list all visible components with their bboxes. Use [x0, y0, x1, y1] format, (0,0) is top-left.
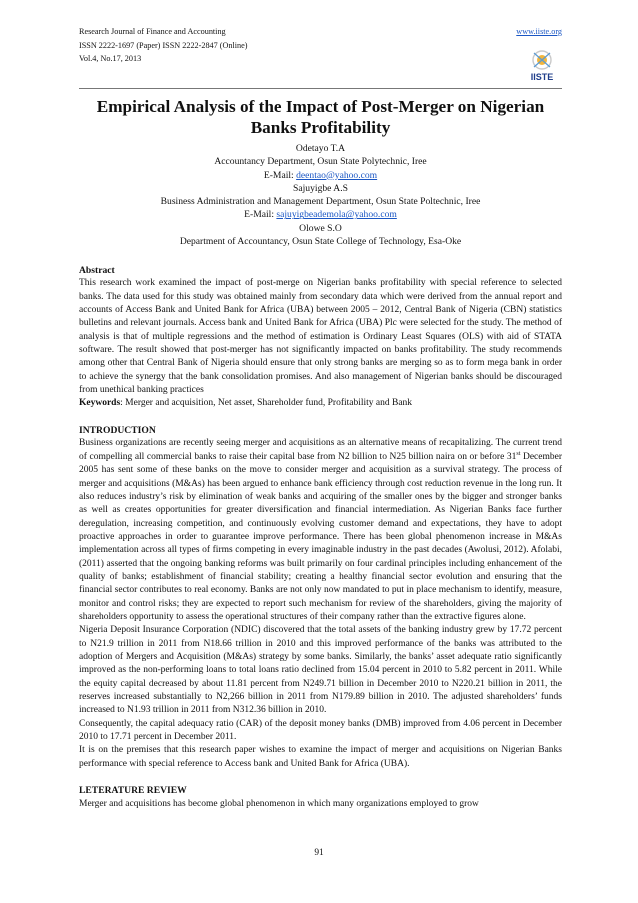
- keywords-label: Keywords: [79, 398, 121, 409]
- abstract-heading: Abstract: [79, 265, 115, 276]
- running-header: [79, 25, 562, 66]
- author-affiliation: Department of Accountancy, Osun State College of Technology, Esa-Oke: [179, 236, 462, 248]
- author-email-link[interactable]: sajuyigbeademola@yahoo.com: [276, 209, 397, 221]
- paper-body: [79, 264, 562, 811]
- literature-paragraph: Merger and acquisitions has become global phenomenon in which many organizations employed to grow: [79, 798, 479, 809]
- author-name: Olowe S.O: [299, 222, 342, 234]
- iiste-logo: [522, 47, 562, 83]
- author-name: Sajuyigbe A.S: [293, 182, 348, 194]
- introduction-paragraph: Business organizations are recently seeing merger and acquisitions as an alternative means of recapitalizing. The current trend of compelling all commercial banks to raise their capital base from N2 billion to N25 billion naira on or before 31st December 2005 has sent some of these banks on the move to consider merger and acquisition as a survival strategy. The process of merger and acquisitions (M&As) has been argued to enhance bank efficiency through cost reduction revenue in the long run. It also reduces industry’s risk by elimination of weak banks and acquiring of the smaller ones by the bigger and stronger banks as well as creates opportunities for greater diversification and financial intermediation. As Nigerian Banks face further deregulation, increasing competition, and continuously evolving customer demand and expectations, they have to adopt proactive approaches in order to guarantee improve performance. There has been global phenomenon increase in M&As implementation across all types of firms competing in every imaginable industry in the past decades (Awolusi, 2012). Afolabi, (2011) asserted that the ongoing banking reforms was built primarily on four cardinal principles including enhancement of the quality of banks; establishment of financial stability; creating a healthy financial sector evolution and ensuring that the financial sector contributes to real economy. Banks are not only now mandated to put in place mechanism to identify, measure, monitor and control risks; they are expected to report such mechanism for review of the shareholders, giving the majority of shareholders opportunity to assess the operational structures of their company rather than the extractive figures alone.: [79, 438, 563, 622]
- volume-line: Vol.4, No.17, 2013: [79, 54, 142, 64]
- introduction-paragraph: Consequently, the capital adequacy ratio (CAR) of the deposit money banks (DMB) improved from 4.06 percent in December 2010 to 17.71 percent in December 2011.: [79, 718, 562, 743]
- paper-title: Empirical Analysis of the Impact of Post-Merger on Nigerian Banks Profitability: [96, 97, 545, 137]
- author-email-line: E-Mail: deentao@yahoo.com: [263, 169, 378, 181]
- header-divider: [79, 88, 562, 89]
- introduction-paragraph: Nigeria Deposit Insurance Corporation (NDIC) discovered that the total assets of the banking industry grew by 17.72 percent to N21.9 trillion in 2011 from N18.66 trillion in 2010 and this improved performance of the banks was attributed to the adoption of Mergers and Acquisition (M&As) strategy by some banks. Similarly, the banks’ asset adequate ratio significantly improved as the non-performing loans to total loans ratio declined from 15.04 percent in 2010 to 5.82 percent in 2011. While the equity capital decreased by about 11.81 percent from N249.71 billion in December 2010 to N220.21 billion in 2011, the reserves increased substantially to N2,266 billion in 2011 from N179.89 billion in 2010. The adjusted shareholders’ funds increased to N1.93 trillion in 2011 from N312.36 billion in 2010.: [79, 625, 562, 716]
- keywords-text: : Merger and acquisition, Net asset, Shareholder fund, Profitability and Bank: [120, 398, 413, 409]
- journal-name: Research Journal of Finance and Accounting: [79, 27, 226, 36]
- author-email-line: E-Mail: sajuyigbeademola@yahoo.com: [244, 209, 397, 221]
- page-number: 91: [314, 848, 324, 858]
- introduction-paragraph: It is on the premises that this research paper wishes to examine the impact of merger and acquisitions on Nigerian Banks performance with special reference to Access bank and United Bank for Africa (UBA).: [79, 745, 562, 769]
- logo-text: IISTE: [530, 72, 554, 82]
- author-email-link[interactable]: deentao@yahoo.com: [296, 169, 378, 181]
- keywords-line: [79, 397, 562, 410]
- introduction-heading: INTRODUCTION: [79, 425, 156, 437]
- issn-line: ISSN 2222-1697 (Paper) ISSN 2222-2847 (Online): [79, 40, 248, 50]
- abstract-text: This research work examined the impact of post-merge on Nigerian banks profitability with special reference to selected banks. The data used for this study was obtained mainly from secondary data which were derived from the annual report and accounts of Access Bank and United Bank for Africa (UBA) between 2005 – 2012, Central Bank of Nigeria (CBN) statistics bulletins and relevant journals. Access bank and United Bank for Africa (UBA) Plc were selected for the study. The method of analysis is that of multiple regressions and the method of estimation is Ordinary Least Squares (OLS) with aid of STATA software. The result showed that post-merger has not significantly impacted on banks profitability. The study recommends among other that Central Bank of Nigeria should ensure that only strong banks are merging so as to form mega bank in order to achieve the synergy that the bank consolidation promises. And also management of Nigerian banks should be discouraged from unethical banking practices: [79, 278, 562, 396]
- author-name: Odetayo T.A: [295, 143, 346, 154]
- literature-heading: LETERATURE REVIEW: [79, 785, 187, 797]
- journal-url-link[interactable]: www.iiste.org: [516, 27, 562, 36]
- author-block: [79, 142, 562, 248]
- author-affiliation: Business Administration and Management Department, Osun State Poltechnic, Iree: [160, 196, 481, 208]
- author-affiliation: Accountancy Department, Osun State Polytechnic, Iree: [214, 156, 427, 168]
